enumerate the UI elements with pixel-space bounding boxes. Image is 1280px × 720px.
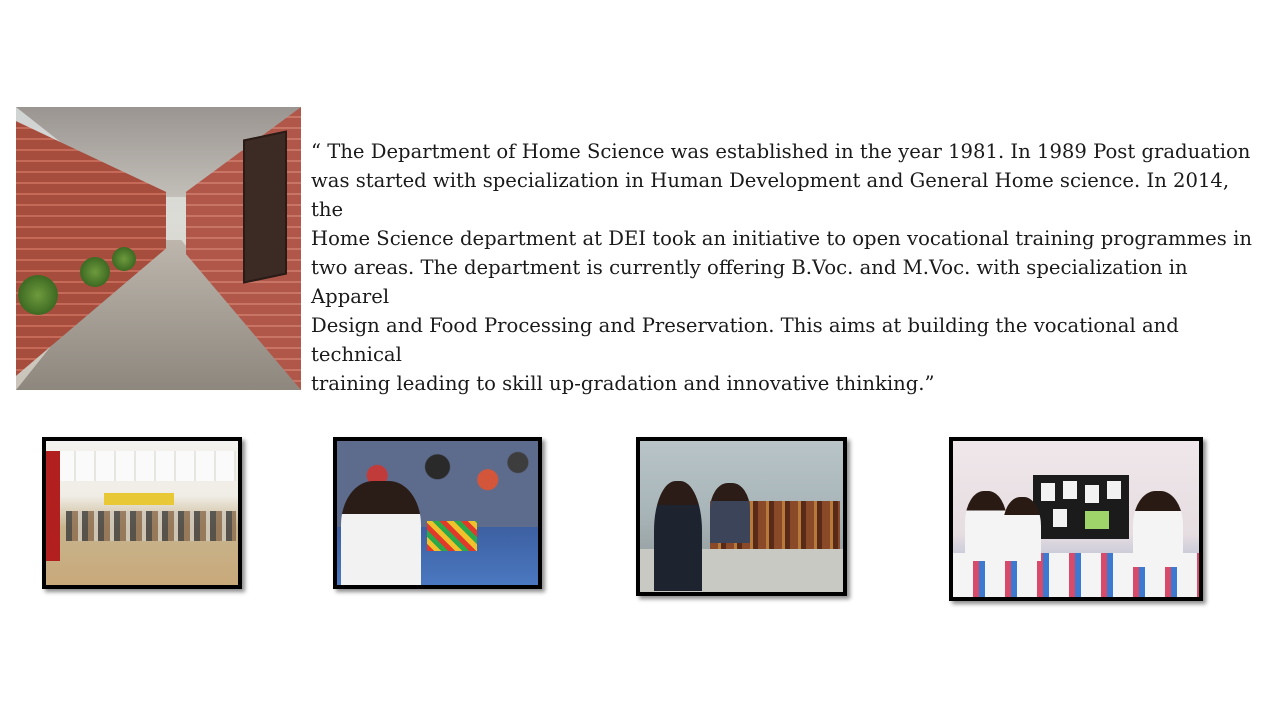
food-processing-photo xyxy=(636,437,847,596)
apparel-display-photo xyxy=(949,437,1203,601)
exhibition-photo xyxy=(42,437,242,589)
corridor-photo xyxy=(16,107,301,390)
department-quote: “ The Department of Home Science was established in the year 1981. In 1989 Post graduation was started with specialization in Human Development and General Home science. In 2014, the Home Science department at DEI took an initiative to open vocational training programmes in two areas. The department is currently offering B.Voc. and M.Voc. with specialization in Apparel Design and Food Processing and Preservation. This aims at building the vocational and technical training leading to skill up-gradation and innovative thinking.” xyxy=(311,140,1252,395)
children-activity-photo xyxy=(333,437,542,589)
